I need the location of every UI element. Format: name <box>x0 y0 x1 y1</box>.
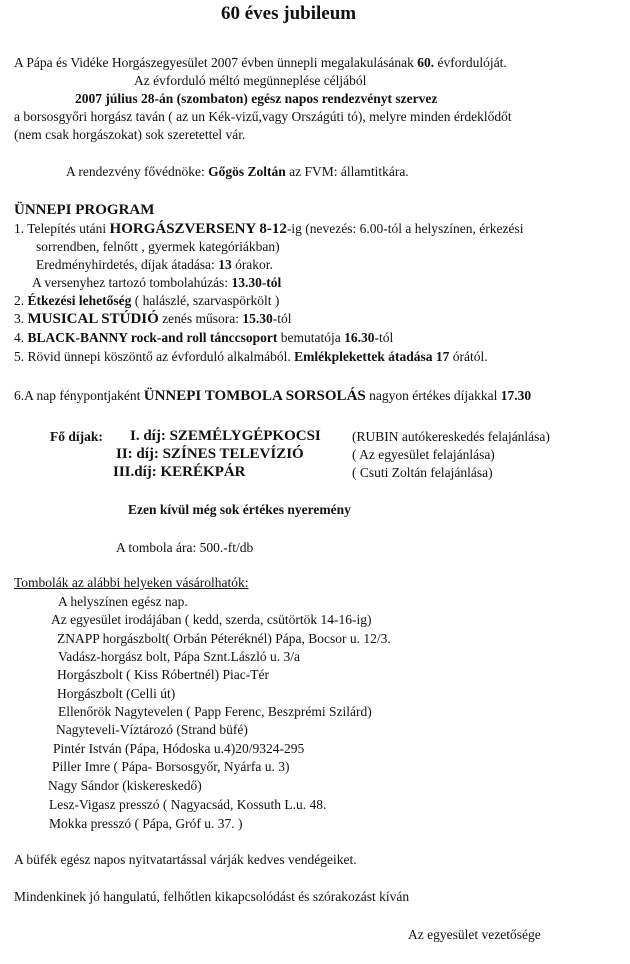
fishing-contest: HORGÁSZVERSENY 8-12 <box>109 221 287 237</box>
program-text: zenés műsora: <box>158 311 243 326</box>
intro-line-4: a borsosgyőri horgász taván ( az un Kék-vizű,vagy Országúti tó), melyre minden érdeklődőt <box>14 109 512 124</box>
program-item-2 <box>14 293 279 309</box>
closing-line-1: A büfék egész napos nyitvatartással várják kedves vendégeiket. <box>14 852 357 867</box>
patron-title: az FVM: államtitkára. <box>285 164 409 179</box>
intro-line-5: (nem csak horgászokat) sok szeretettel vár. <box>14 127 246 142</box>
program-text: 1. Telepítés utáni <box>14 221 110 236</box>
intro-text: A Pápa és Vidéke Horgászegyesület 2007 évben ünnepli megalakulásának <box>14 55 418 70</box>
location-item: ZNAPP horgászbolt( Orbán Péteréknél) Pápa, Bocsor u. 12/3. <box>57 631 391 646</box>
location-item: Vadász-horgász bolt, Pápa Sznt.László u. 3/a <box>58 649 300 664</box>
location-item: Az egyesület irodájában ( kedd, szerda, csütörtök 14-16-ig) <box>51 612 372 627</box>
patron-label: A rendezvény fővédnöke: <box>66 164 209 179</box>
patron-line <box>66 164 409 180</box>
location-item: Lesz-Vigasz presszó ( Nagyacsád, Kossuth L.u. 48. <box>49 797 327 812</box>
intro-line-1 <box>14 55 507 71</box>
program-item-5 <box>14 349 488 365</box>
program-text: -tól <box>272 311 292 326</box>
plaque-handover: Emlékplekettek átadása 17 <box>294 349 450 364</box>
event-date-line: 2007 július 28-án (szombaton) egész napos rendezvényt szervez <box>75 91 438 106</box>
location-item: Horgászbolt ( Kiss Róbertnél) Piac-Tér <box>57 667 269 682</box>
location-item: Nagy Sándor (kiskereskedő) <box>48 778 202 793</box>
program-text: órától. <box>449 349 488 364</box>
program-text: 5. Rövid ünnepi köszöntő az évforduló alkalmából. <box>14 349 295 364</box>
program-text: 6.A nap fénypontjaként <box>14 388 144 403</box>
program-text: órakor. <box>231 257 273 272</box>
program-text: A versenyhez tartozó tombolahúzás: <box>32 275 232 290</box>
raffle-draw-time: 13.30-tól <box>231 275 282 290</box>
anniversary-number: 60. <box>417 55 435 70</box>
location-item: Pintér István (Pápa, Hódoska u.4)20/9324-295 <box>53 741 305 756</box>
results-time: 13 <box>218 257 232 272</box>
prize-1-note: (RUBIN autókereskedés felajánlása) <box>352 429 550 444</box>
prize-2: II: díj: SZÍNES TELEVÍZIÓ <box>116 446 304 462</box>
prize-1: I. díj: SZEMÉLYGÉPKOCSI <box>130 428 321 444</box>
raffle-title: ÜNNEPI TOMBOLA SORSOLÁS <box>143 388 366 404</box>
more-prizes: Ezen kívül még sok értékes nyeremény <box>128 502 351 517</box>
location-item: Piller Imre ( Pápa- Borsosgyőr, Nyárfa u. 3) <box>52 759 290 774</box>
prizes-label: Fő díjak: <box>50 429 103 444</box>
food-option: Étkezési lehetőség <box>27 293 132 308</box>
program-item-6 <box>14 388 531 404</box>
dance-group: BLACK-BANNY rock-and roll táncсsoport <box>27 330 278 345</box>
location-item: Nagyteveli-Víztározó (Strand büfé) <box>56 722 248 737</box>
program-text: -tól <box>374 330 394 345</box>
raffle-time: 17.30 <box>500 388 532 403</box>
patron-name: Gőgös Zoltán <box>208 164 286 179</box>
raffle-price: A tombola ára: 500.-ft/db <box>116 540 254 555</box>
prize-3: III.díj: KERÉKPÁR <box>113 464 246 480</box>
program-text: 4. <box>14 330 28 345</box>
location-item: A helyszínen egész nap. <box>58 594 188 609</box>
program-text: nagyon értékes díjakkal <box>365 388 501 403</box>
program-item-1 <box>14 221 523 237</box>
raffle-draw-line <box>32 275 281 291</box>
prize-2-note: ( Az egyesület felajánlása) <box>352 447 495 462</box>
program-text: 3. <box>14 311 28 326</box>
results-line <box>36 257 273 273</box>
program-item-4 <box>14 330 393 346</box>
dance-time: 16.30 <box>344 330 375 345</box>
program-text: ( halászlé, szarvaspörkölt ) <box>131 293 280 308</box>
program-text: 2. <box>14 293 28 308</box>
closing-line-2: Mindenkinek jó hangulatú, felhőtlen kikapcsolódást és szórakozást kíván <box>14 889 410 904</box>
program-item-3 <box>14 311 292 327</box>
location-item: Horgászbolt (Celli út) <box>57 686 176 701</box>
intro-line-2: Az évforduló méltó megünneplése céljából <box>134 73 367 88</box>
program-heading: ÜNNEPI PROGRAM <box>14 202 155 218</box>
page-title: 60 éves jubileum <box>221 3 357 24</box>
musical-time: 15.30 <box>242 311 273 326</box>
signature: Az egyesület vezetősége <box>408 927 541 942</box>
program-text: bemutatója <box>277 330 345 345</box>
intro-text: évfordulóját. <box>434 55 507 70</box>
location-item: Mokka presszó ( Pápa, Gróf u. 37. ) <box>49 816 243 831</box>
program-item-1-cont: sorrendben, felnőtt , gyermek kategóriákban) <box>36 239 280 254</box>
program-text: -ig (nevezés: 6.00-tól a helyszínen, érkezési <box>286 221 524 236</box>
musical-studio: MUSICAL STÚDIÓ <box>27 311 159 327</box>
program-text: Eredményhirdetés, díjak átadása: <box>36 257 219 272</box>
locations-heading: Tombolák az alábbi helyeken vásárolhatók: <box>14 575 249 590</box>
prize-3-note: ( Csuti Zoltán felajánlása) <box>352 465 493 480</box>
location-item: Ellenőrök Nagytevelen ( Papp Ferenc, Beszprémi Szilárd) <box>58 704 372 719</box>
